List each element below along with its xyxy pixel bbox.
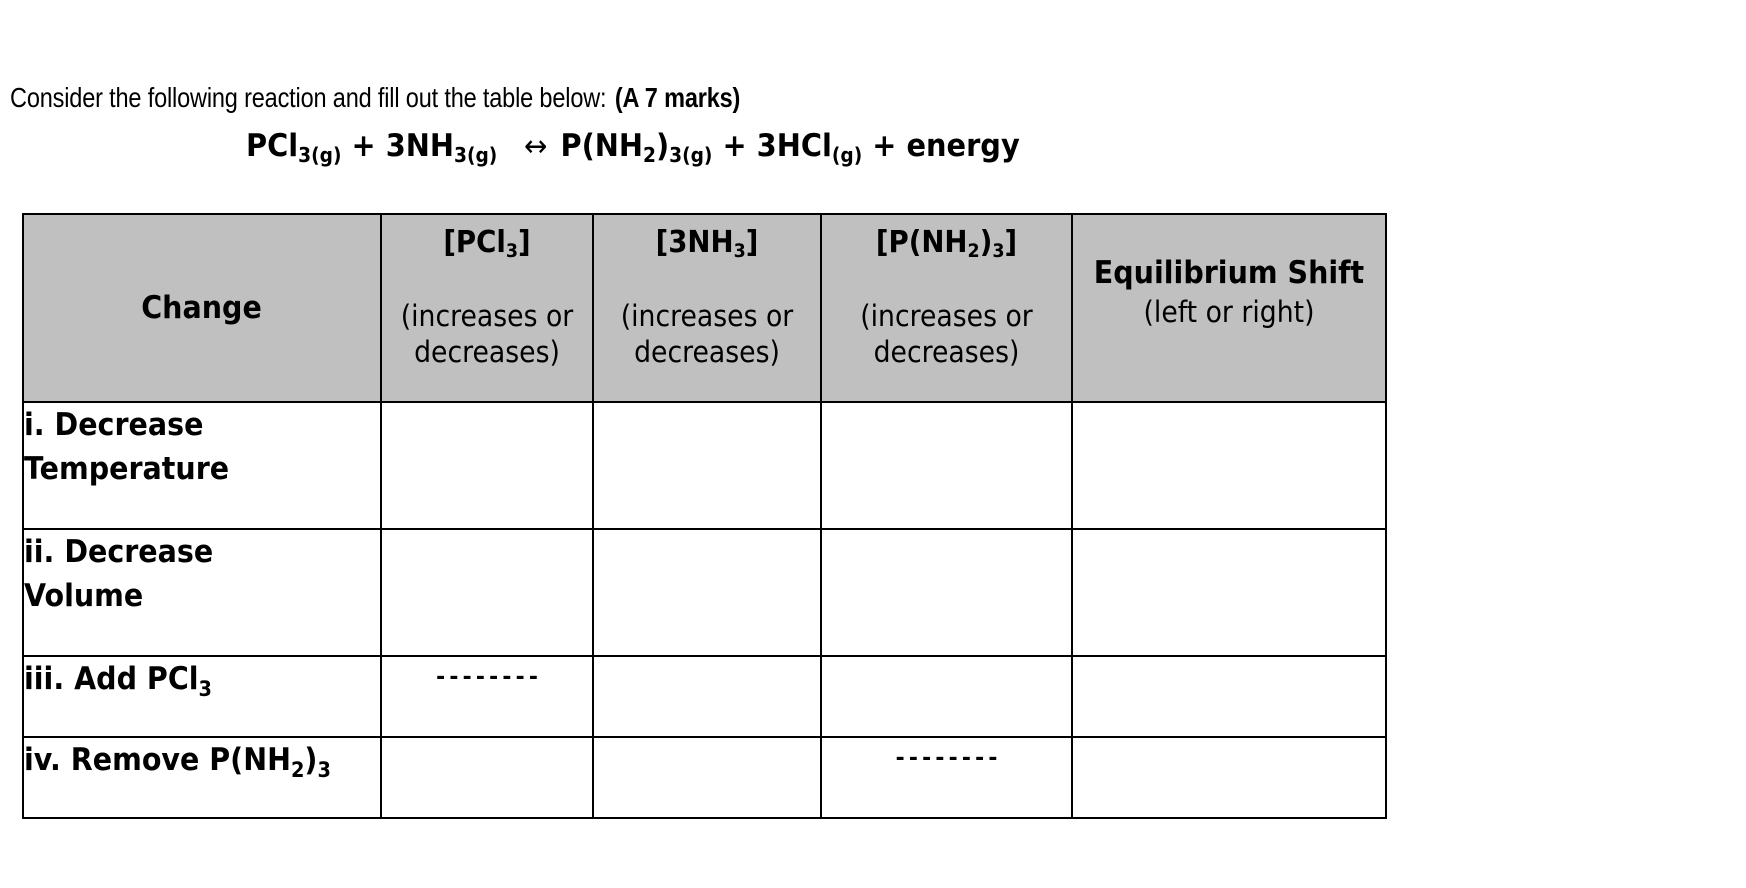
answer-cell[interactable] (1072, 529, 1386, 656)
header-nh3-options: (increases or decreases) (620, 299, 794, 369)
product-pnh23-sub2: 2 (643, 143, 656, 167)
answer-cell[interactable] (593, 737, 821, 818)
reactant-pcl3: PCl (246, 128, 299, 164)
reactant-nh3-state: 3(g) (454, 143, 498, 167)
plus-sign: + (722, 128, 747, 164)
answer-cell[interactable] (821, 529, 1072, 656)
row-label-decrease-volume: ii. Decrease Volume (23, 529, 381, 656)
answer-cell[interactable] (593, 402, 821, 529)
equilibrium-table (22, 213, 1387, 819)
header-pcl3-options: (increases or decreases) (400, 299, 574, 369)
answer-cell[interactable] (381, 737, 593, 818)
instruction-text (10, 82, 740, 114)
answer-cell[interactable] (821, 656, 1072, 737)
answer-cell[interactable] (381, 402, 593, 529)
product-pnh23-state: 3(g) (669, 143, 713, 167)
product-pnh23-close: ) (655, 128, 670, 164)
header-change: Change (23, 214, 381, 402)
reaction-equation (246, 128, 1020, 167)
plus-sign: + (351, 128, 376, 164)
table-header-row (23, 214, 1386, 402)
header-nh3 (593, 214, 821, 402)
product-energy: energy (906, 128, 1020, 164)
answer-cell[interactable] (593, 656, 821, 737)
answer-cell[interactable] (381, 529, 593, 656)
answer-cell[interactable] (1072, 656, 1386, 737)
header-pcl3-title: [PCl$_3$] (443, 225, 531, 262)
product-hcl: 3HCl (756, 128, 832, 164)
answer-cell[interactable] (821, 402, 1072, 529)
row-label-add-pcl3: iii. Add PCl$_3$ (23, 656, 381, 737)
row-label-remove-pnh23: iv. Remove $P(NH_2)_3$ (23, 737, 381, 818)
marks-label: (A 7 marks) (614, 82, 741, 113)
table-row (23, 656, 1386, 737)
table-row (23, 402, 1386, 529)
dash-placeholder: -------- (434, 665, 540, 690)
plus-sign: + (872, 128, 897, 164)
answer-cell[interactable] (593, 529, 821, 656)
header-equilibrium-shift (1072, 214, 1386, 402)
header-shift-title: Equilibrium Shift (1093, 255, 1365, 291)
header-pnh23-options: (increases or decreases) (860, 299, 1033, 369)
header-shift-options: (left or right) (1143, 295, 1315, 329)
instruction-prompt: Consider the following reaction and fill out the table below: (10, 82, 607, 113)
product-hcl-state: (g) (831, 143, 863, 167)
answer-cell-blocked (821, 737, 1072, 818)
answer-cell[interactable] (1072, 402, 1386, 529)
header-pcl3 (381, 214, 593, 402)
header-pnh23 (821, 214, 1072, 402)
answer-cell[interactable] (1072, 737, 1386, 818)
dash-placeholder: -------- (893, 746, 1000, 771)
reactant-nh3: 3NH (385, 128, 455, 164)
table-row (23, 737, 1386, 818)
header-pnh23-title: $[P(NH_2)_3]$ (875, 225, 1018, 262)
table-row (23, 529, 1386, 656)
equilibrium-arrow-icon: ↔ (524, 129, 548, 164)
header-nh3-title: $[3NH_3]$ (655, 225, 759, 262)
reactant-pcl3-state: 3(g) (298, 143, 342, 167)
product-pnh23: P(NH (560, 128, 644, 164)
row-label-decrease-temperature: i. Decrease Temperature (23, 402, 381, 529)
answer-cell-blocked (381, 656, 593, 737)
